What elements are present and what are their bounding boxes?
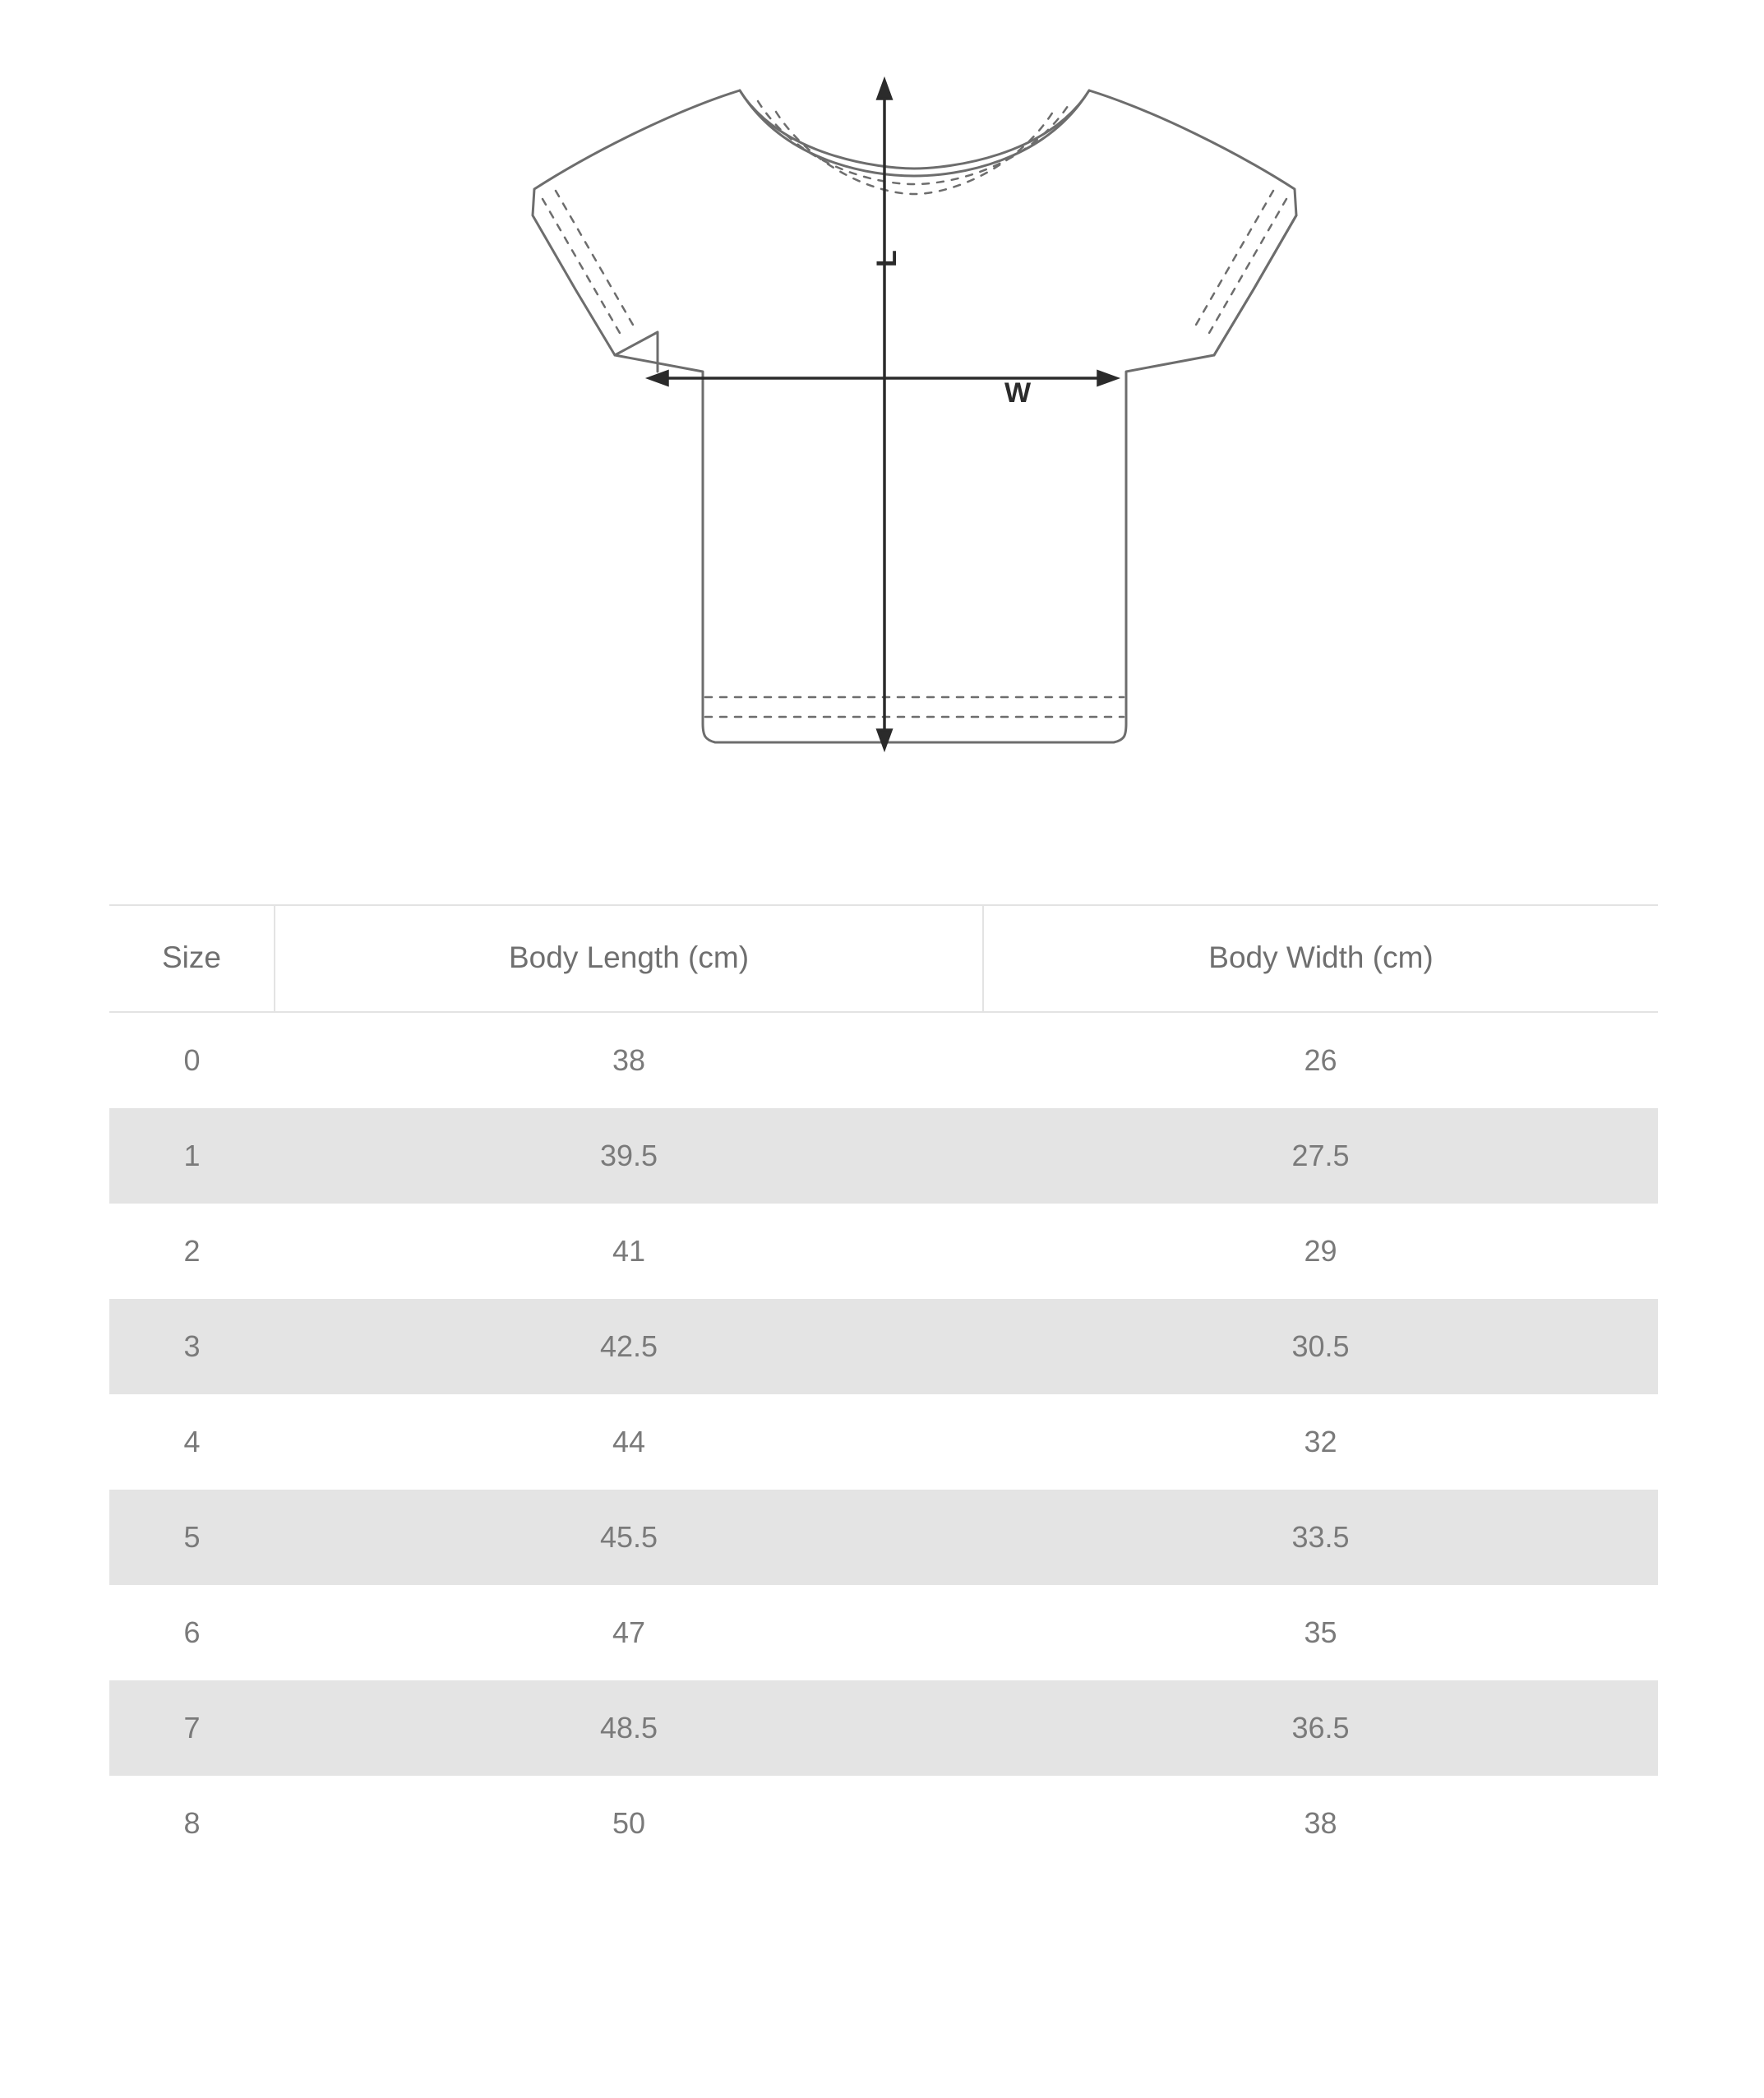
table-body (109, 1012, 1658, 1871)
cell-body-width: 33.5 (983, 1490, 1658, 1585)
cell-size: 5 (109, 1490, 275, 1585)
cell-size: 1 (109, 1108, 275, 1204)
cell-body-width: 35 (983, 1585, 1658, 1680)
cell-size: 6 (109, 1585, 275, 1680)
tshirt-diagram-container (0, 0, 1764, 904)
cell-body-width: 29 (983, 1204, 1658, 1299)
width-label: W (1004, 377, 1032, 409)
table-row (109, 1299, 1658, 1394)
cell-body-length: 41 (275, 1204, 983, 1299)
table-row (109, 1394, 1658, 1490)
table-header (109, 905, 1658, 1012)
table-row (109, 1012, 1658, 1108)
column-header-size: Size (109, 905, 275, 1012)
cell-body-width: 36.5 (983, 1680, 1658, 1776)
cell-body-length: 50 (275, 1776, 983, 1871)
size-table-container (109, 904, 1655, 1920)
cell-size: 7 (109, 1680, 275, 1776)
cell-size: 4 (109, 1394, 275, 1490)
cell-body-length: 45.5 (275, 1490, 983, 1585)
cell-size: 3 (109, 1299, 275, 1394)
table-row (109, 1680, 1658, 1776)
cell-body-width: 30.5 (983, 1299, 1658, 1394)
table-row (109, 1776, 1658, 1871)
column-header-body-length: Body Length (cm) (275, 905, 983, 1012)
size-table (109, 904, 1658, 1871)
tshirt-diagram-icon (0, 0, 1764, 904)
table-row (109, 1585, 1658, 1680)
table-row (109, 1108, 1658, 1204)
cell-body-length: 47 (275, 1585, 983, 1680)
cell-body-length: 39.5 (275, 1108, 983, 1204)
cell-body-length: 42.5 (275, 1299, 983, 1394)
table-header-row (109, 905, 1658, 1012)
cell-body-width: 26 (983, 1012, 1658, 1108)
length-label: L (871, 250, 903, 267)
table-row (109, 1490, 1658, 1585)
cell-body-length: 38 (275, 1012, 983, 1108)
cell-body-width: 38 (983, 1776, 1658, 1871)
cell-body-width: 32 (983, 1394, 1658, 1490)
table-row (109, 1204, 1658, 1299)
cell-body-length: 48.5 (275, 1680, 983, 1776)
cell-size: 2 (109, 1204, 275, 1299)
column-header-body-width: Body Width (cm) (983, 905, 1658, 1012)
cell-size: 0 (109, 1012, 275, 1108)
cell-body-width: 27.5 (983, 1108, 1658, 1204)
cell-body-length: 44 (275, 1394, 983, 1490)
cell-size: 8 (109, 1776, 275, 1871)
